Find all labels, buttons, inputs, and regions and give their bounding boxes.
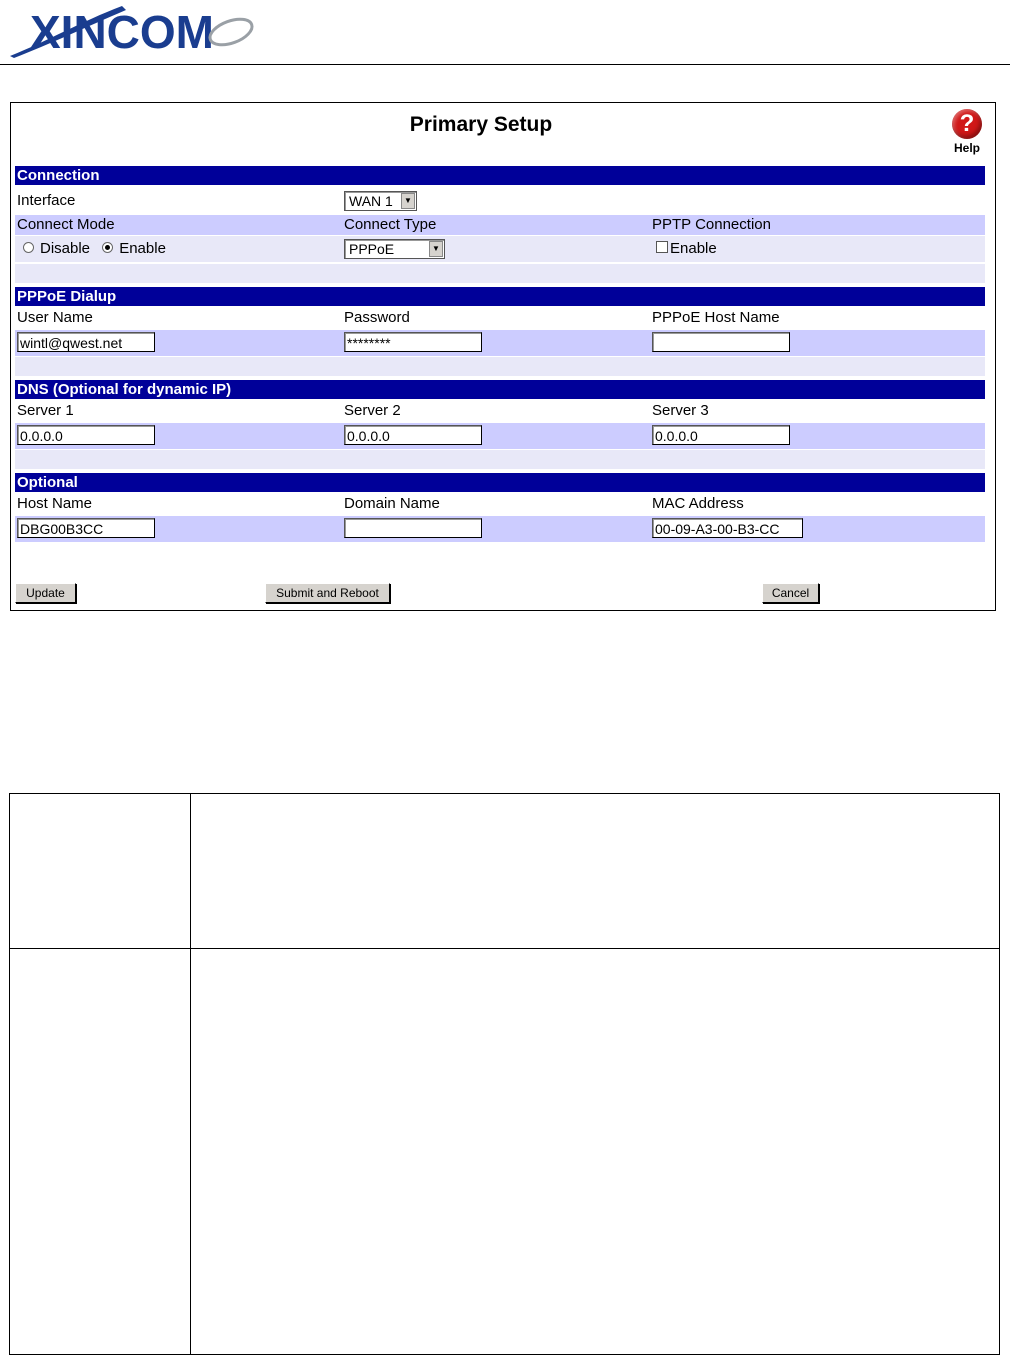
mac-address-input[interactable]: 00-09-A3-00-B3-CC [652,518,803,538]
logo-text: XINCOM [30,6,214,58]
server-2-input[interactable]: 0.0.0.0 [344,425,482,445]
connect-type-select-value: PPPoE [349,241,395,257]
interface-label: Interface [17,192,76,209]
pptp-connection-label: PPTP Connection [652,216,771,233]
host-name-input[interactable]: DBG00B3CC [17,518,155,538]
disable-label: Disable [40,240,91,257]
user-name-label: User Name [17,309,93,326]
page-title: Primary Setup [409,113,553,136]
table-row-divider [10,948,999,949]
pppoe-header: PPPoE Dialup [15,287,985,306]
pptp-enable [656,240,717,257]
enable-label: Enable [119,240,166,257]
pppoe-host-name-label: PPPoE Host Name [652,309,780,326]
connect-type-select[interactable] [344,239,445,259]
pppoe-spacer [15,357,985,376]
help-button[interactable] [949,109,985,155]
interface-select[interactable] [344,191,417,211]
chevron-down-icon: ▼ [429,241,443,257]
primary-setup-panel [10,102,996,611]
table-column-divider [190,794,191,1354]
mac-address-label: MAC Address [652,495,744,512]
server-3-label: Server 3 [652,402,709,419]
pppoe-labels-row [15,308,985,328]
pppoe-values-row [15,330,985,356]
user-name-input[interactable]: wintl@qwest.net [17,332,155,352]
pptp-enable-label: Enable [670,240,717,257]
interface-select-value: WAN 1 [349,193,393,209]
connection-spacer [15,264,985,283]
pptp-enable-checkbox[interactable] [656,241,668,253]
cancel-button[interactable]: Cancel [762,583,819,603]
header-divider [0,64,1010,65]
interface-row [15,189,985,213]
optional-values-row [15,516,985,542]
update-button[interactable]: Update [15,583,76,603]
optional-labels-row [15,494,985,514]
dns-values-row [15,423,985,449]
server-2-label: Server 2 [344,402,401,419]
server-1-label: Server 1 [17,402,74,419]
disable-radio[interactable] [23,242,34,253]
server-3-input[interactable]: 0.0.0.0 [652,425,790,445]
connect-type-label: Connect Type [344,216,437,233]
domain-name-label: Domain Name [344,495,440,512]
connection-header: Connection [15,166,985,185]
description-table [9,793,1000,1355]
help-label: Help [953,141,980,155]
server-1-input[interactable]: 0.0.0.0 [17,425,155,445]
enable-radio[interactable] [102,242,113,253]
connect-mode-label: Connect Mode [17,216,115,233]
pppoe-host-name-input[interactable] [652,332,790,352]
optional-header: Optional [15,473,985,492]
dns-header: DNS (Optional for dynamic IP) [15,380,985,399]
password-input[interactable]: ******** [344,332,482,352]
chevron-down-icon: ▼ [401,193,415,209]
connect-labels-row [15,215,985,235]
dns-labels-row [15,401,985,421]
password-label: Password [344,309,410,326]
host-name-label: Host Name [17,495,93,512]
connect-values-row [15,236,985,262]
dns-spacer [15,450,985,469]
help-icon: ? [952,109,982,139]
submit-and-reboot-button[interactable]: Submit and Reboot [265,583,390,603]
xincom-logo [10,0,320,60]
domain-name-input[interactable] [344,518,482,538]
connect-mode-radios [23,240,166,257]
